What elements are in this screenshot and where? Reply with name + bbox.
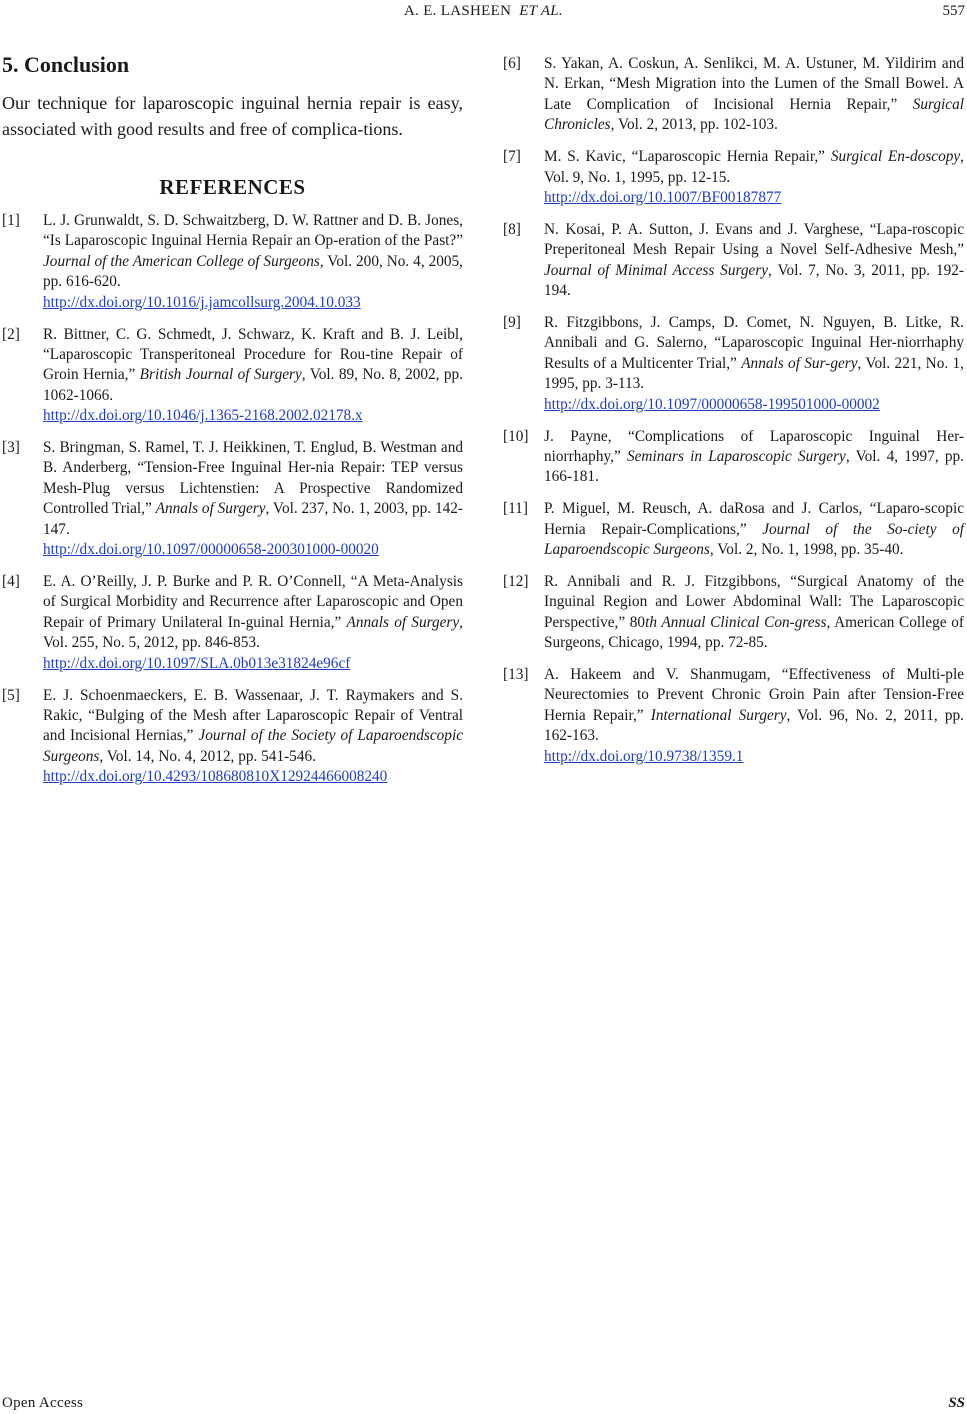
reference-volume-pages: , Vol. 4, 1997, pp. 166-181. [544, 447, 964, 486]
reference-volume-pages: , Vol. 200, No. 4, 2005, pp. 616-620. [43, 252, 463, 291]
reference-number: [2] [2, 325, 20, 343]
reference-volume-pages: , Vol. 89, No. 8, 2002, pp. 1062-1066. [43, 366, 463, 404]
reference-text [43, 439, 463, 538]
reference-volume-pages: , Vol. 255, No. 5, 2012, pp. 846-853. [43, 613, 463, 652]
reference-item [2, 686, 463, 788]
reference-item [503, 572, 964, 654]
reference-text [544, 221, 964, 299]
reference-text [43, 687, 463, 765]
reference-doi-link[interactable]: http://dx.doi.org/10.1007/BF00187877 [544, 188, 782, 206]
reference-item [503, 54, 964, 136]
reference-number: [8] [503, 220, 521, 238]
reference-number: [9] [503, 313, 521, 331]
reference-journal: Seminars in Laparoscopic Surgery [626, 447, 846, 465]
reference-doi-link[interactable]: http://dx.doi.org/10.1046/j.1365-2168.2002.02178.x [43, 407, 363, 425]
reference-item [503, 313, 964, 415]
reference-doi-link[interactable]: http://dx.doi.org/10.1097/SLA.0b013e31824e96cf [43, 654, 351, 672]
reference-number: [6] [503, 55, 521, 72]
reference-journal: British Journal of Surgery [139, 366, 302, 384]
reference-text [544, 55, 964, 133]
reference-citation: E. A. O’Reilly, J. P. Burke and P. R. O’Connell, “A Meta-Analysis of Surgical Morbidity and Recurrence after Laparoscopic and Open Repair of Primary Unilateral In-guinal Hernia,” [43, 573, 463, 631]
reference-text [43, 212, 463, 290]
running-head [0, 1, 967, 23]
reference-doi-link[interactable]: http://dx.doi.org/10.4293/108680810X12924466008240 [43, 768, 388, 786]
conclusion-paragraph: Our technique for laparoscopic inguinal hernia repair is easy, associated with good results and free of complica-tions. [2, 93, 463, 139]
reference-item [2, 325, 463, 427]
reference-text [544, 148, 964, 185]
reference-citation: R. Fitzgibbons, J. Camps, D. Comet, N. Nguyen, B. Litke, R. Annibali and G. Salerno, “Laparoscopic Inguinal Her-niorrhaphy Results of a Multicenter Trial,” [544, 313, 964, 372]
author-names: A. E. LASHEEN [403, 3, 512, 19]
reference-volume-pages: , Vol. 9, No. 1, 1995, pp. 12-15. [544, 148, 964, 186]
reference-text [544, 428, 964, 486]
reference-item [2, 572, 463, 674]
reference-journal: Journal of the Society of Laparoendscopic Surgeons [43, 727, 463, 765]
reference-citation: E. J. Schoenmaeckers, E. B. Wassenaar, J. T. Raymakers and S. Rakic, “Bulging of the Mesh after Laparoscopic Repair of Ventral and Incisional Hernias,” [43, 686, 463, 745]
reference-journal: th Annual Clinical Con-gress [645, 613, 827, 631]
reference-citation: R. Annibali and R. J. Fitzgibbons, “Surgical Anatomy of the Inguinal Region and Lower Abdominal Wall: The Laparoscopic Perspective,” 80 [544, 572, 964, 631]
reference-journal: Annals of Surgery [346, 613, 460, 631]
reference-volume-pages: , Vol. 221, No. 1, 1995, pp. 3-113. [544, 354, 965, 393]
references-heading: REFERENCES [159, 175, 306, 199]
reference-doi-link[interactable]: http://dx.doi.org/10.1097/00000658-200301000-00020 [43, 541, 379, 559]
reference-journal: International Surgery [650, 706, 787, 724]
reference-citation: P. Miguel, M. Reusch, A. daRosa and J. Carlos, “Laparo-scopic Hernia Repair-Complications,” [544, 500, 964, 538]
reference-text [544, 500, 964, 558]
running-head-authors [0, 1, 967, 21]
reference-doi-link[interactable]: http://dx.doi.org/10.1097/00000658-199501000-00002 [544, 395, 880, 413]
reference-number: [1] [2, 212, 20, 229]
reference-text [544, 573, 964, 651]
reference-citation: M. S. Kavic, “Laparoscopic Hernia Repair,” [544, 148, 831, 166]
reference-number: [12] [503, 572, 529, 590]
reference-text [544, 314, 964, 392]
reference-citation: S. Bringman, S. Ramel, T. J. Heikkinen, T. Englud, B. Westman and B. Anderberg, “Tension-Free Inguinal Her-nia Repair: TEP versus Mesh-Plug versus Lichtenstien: A Prospective Randomized Controlled Trial,” [43, 439, 463, 518]
reference-item [503, 220, 964, 302]
reference-text [43, 326, 463, 404]
reference-volume-pages: , American College of Surgeons, Chicago, 1994, pp. 72-85. [544, 613, 964, 652]
page-number: 557 [942, 3, 965, 19]
page-footer [0, 1393, 967, 1413]
et-al: ET AL. [519, 3, 563, 19]
reference-doi-link[interactable]: http://dx.doi.org/10.9738/1359.1 [544, 747, 744, 765]
reference-volume-pages: , Vol. 237, No. 1, 2003, pp. 142-147. [43, 500, 463, 538]
reference-text [544, 666, 964, 744]
reference-volume-pages: , Vol. 2, 2013, pp. 102-103. [610, 116, 778, 134]
left-column [2, 52, 463, 799]
reference-journal: Annals of Sur-gery [741, 354, 858, 372]
reference-volume-pages: , Vol. 14, No. 4, 2012, pp. 541-546. [99, 747, 316, 765]
reference-journal: Journal of Minimal Access Surgery [544, 261, 769, 279]
reference-item [503, 665, 964, 767]
reference-citation: N. Kosai, P. A. Sutton, J. Evans and J. Varghese, “Lapa-roscopic Preperitoneal Mesh Repair Using a Novel Self-Adhesive Mesh,” [544, 220, 964, 259]
reference-volume-pages: , Vol. 96, No. 2, 2011, pp. 162-163. [544, 706, 964, 745]
reference-journal: Journal of the American College of Surgeons [43, 252, 320, 270]
footer-open-access: Open Access [2, 1395, 84, 1411]
reference-number: [10] [503, 427, 529, 445]
reference-item [503, 499, 964, 560]
reference-list-left [2, 211, 463, 788]
reference-item [2, 438, 463, 560]
reference-item [2, 211, 463, 313]
reference-number: [11] [503, 500, 528, 518]
reference-citation: L. J. Grunwaldt, S. D. Schwaitzberg, D. W. Rattner and D. B. Jones, “Is Laparoscopic Inguinal Hernia Repair an Op-eration of the Past?” [43, 212, 463, 250]
reference-citation: A. Hakeem and V. Shanmugam, “Effectiveness of Multi-ple Neurectomies to Prevent Chronic Groin Pain after Tension-Free Hernia Repair,” [544, 666, 964, 724]
reference-number: [7] [503, 148, 521, 166]
reference-doi-link[interactable]: http://dx.doi.org/10.1016/j.jamcollsurg.2004.10.033 [43, 293, 361, 311]
reference-number: [3] [2, 439, 20, 457]
reference-list-right [503, 54, 964, 767]
reference-citation: R. Bittner, C. G. Schmedt, J. Schwarz, K. Kraft and B. J. Leibl, “Laparoscopic Transperitoneal Procedure for Rou-tine Repair of Groin Hernia,” [43, 325, 463, 384]
right-column [503, 54, 964, 779]
footer-journal-code: SS [948, 1395, 965, 1411]
reference-journal: Journal of the So-ciety of Laparoendscopic Surgeons [544, 520, 964, 559]
reference-citation: J. Payne, “Complications of Laparoscopic Inguinal Her-niorrhaphy,” [544, 427, 964, 465]
reference-number: [4] [2, 573, 20, 590]
reference-journal: Annals of Surgery [155, 500, 266, 518]
conclusion-heading: 5. Conclusion [2, 52, 130, 77]
reference-volume-pages: , Vol. 7, No. 3, 2011, pp. 192-194. [544, 261, 965, 300]
reference-item [503, 427, 964, 488]
reference-number: [13] [503, 666, 529, 684]
reference-item [503, 147, 964, 208]
reference-volume-pages: , Vol. 2, No. 1, 1998, pp. 35-40. [709, 541, 904, 559]
reference-number: [5] [2, 686, 20, 704]
reference-journal: Surgical En-doscopy [830, 148, 961, 166]
reference-citation: S. Yakan, A. Coskun, A. Senlikci, M. A. Ustuner, M. Yildirim and N. Erkan, “Mesh Migration into the Lumen of the Small Bowel. A Late Complication of Incisional Hernia Repair,” [544, 55, 964, 113]
reference-text [43, 573, 463, 651]
reference-journal: Surgical Chronicles [544, 95, 964, 134]
